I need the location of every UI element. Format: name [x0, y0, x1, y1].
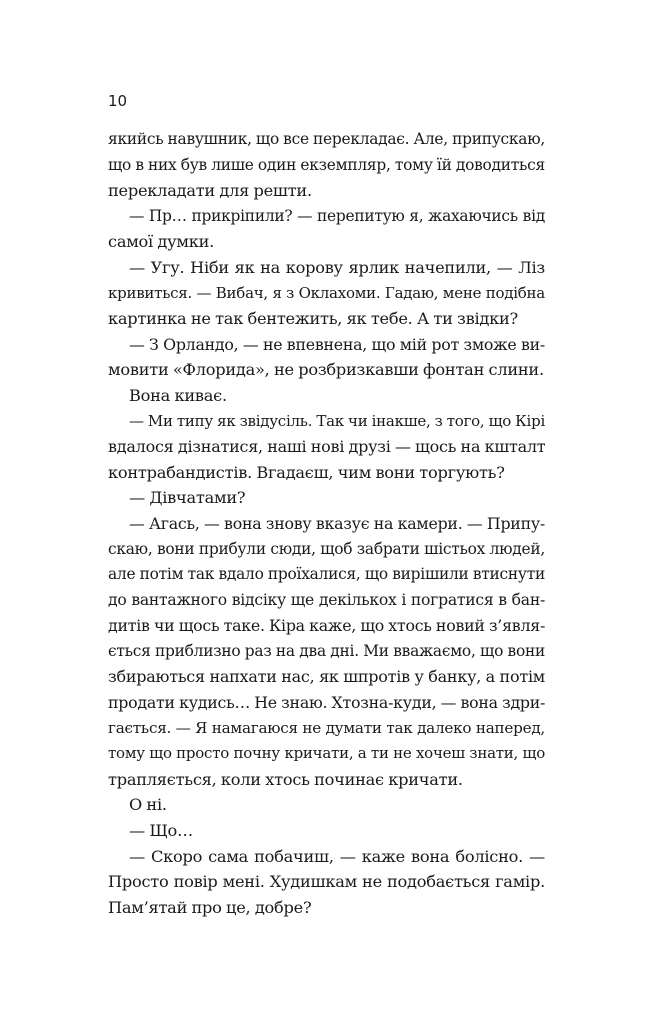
- text-line: збираються напхати нас, як шпротів у банку, а потім: [108, 667, 545, 687]
- text-line: перекладати для решти.: [108, 181, 312, 201]
- body-text: [108, 127, 545, 920]
- text-line: вдалося дізнатися, наші нові друзі — щось на кшталт: [108, 437, 546, 457]
- text-line: О ні.: [129, 795, 167, 815]
- text-line: Пам’ятай про це, добре?: [108, 897, 312, 917]
- text-line: ється приблизно раз на два дні. Ми вважаємо, що вони: [108, 641, 545, 660]
- text-line: Вона киває.: [129, 385, 227, 405]
- text-line: — З Орландо, — не впевнена, що мій рот зможе ви-: [129, 334, 545, 354]
- text-line: до вантажного відсіку ще декількох і погратися в бан-: [108, 590, 545, 609]
- text-line: гається. — Я намагаюся не думати так далеко наперед,: [108, 718, 545, 737]
- text-line: — Що…: [129, 821, 193, 841]
- text-line: трапляється, коли хтось починає кричати.: [108, 769, 463, 789]
- text-line: — Дівчатами?: [129, 488, 246, 508]
- text-line: Просто повір мені. Худишкам не подобається гамір.: [108, 872, 545, 892]
- text-line: тому що просто почну кричати, а ти не хочеш знати, що: [108, 744, 545, 763]
- text-line: — Угу. Ніби як на корову ярлик начепили, — Ліз: [129, 257, 545, 277]
- text-line: дитів чи щось таке. Кіра каже, що хтось новий з’явля-: [108, 616, 546, 636]
- text-line: контрабандистів. Вгадаєш, чим вони торгують?: [108, 462, 505, 482]
- text-line: кривиться. — Вибач, я з Оклахоми. Гадаю, мене подібна: [108, 283, 545, 302]
- text-line: мовити «Флорида», не розбризкавши фонтан слини.: [108, 360, 544, 380]
- text-line: картинка не так бентежить, як тебе. А ти звідки?: [108, 309, 518, 329]
- text-line: якийсь навушник, що все перекладає. Але, припускаю,: [108, 130, 545, 148]
- text-line: скаю, вони прибули сюди, щоб забрати шістьох людей,: [108, 539, 545, 558]
- text-line: що в них був лише один екземпляр, тому їй доводиться: [108, 155, 545, 174]
- page-number: 10: [108, 92, 128, 110]
- text-line: — Агась, — вона знову вказує на камери. — Припу-: [129, 513, 545, 533]
- text-line: але потім так вдало проїхалися, що вирішили втиснути: [108, 565, 545, 584]
- text-line: — Скоро сама побачиш, — каже вона болісно. —: [129, 846, 545, 866]
- text-line: продати кудись… Не знаю. Хтозна-куди, — вона здри-: [108, 693, 546, 713]
- text-line: самої думки.: [108, 232, 215, 252]
- text-line: — Пр… прикріпили? — перепитую я, жахаючись від: [129, 206, 545, 225]
- text-line: — Ми типу як звідусіль. Так чи інакше, з того, що Кірі: [129, 411, 545, 430]
